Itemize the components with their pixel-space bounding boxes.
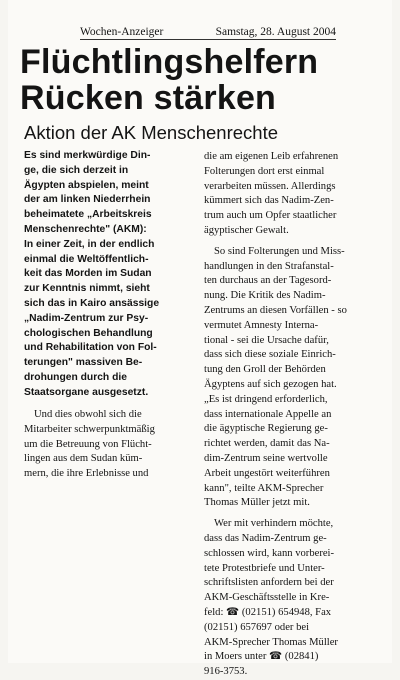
body-line: (02151) 657697 oder bei xyxy=(204,621,310,633)
body-line: mern, die ihre Erlebnisse und xyxy=(24,468,149,480)
publication-date: Samstag, 28. August 2004 xyxy=(215,26,336,38)
body-line: in Moers unter ☎ (02841) xyxy=(204,651,319,663)
body-line: schriftslisten anfordern bei der xyxy=(204,577,334,589)
lead-line: der am linken Niederrhein xyxy=(24,194,151,206)
body-line: „Es ist dringend erforderlich, xyxy=(204,393,328,405)
newspaper-name: Wochen-Anzeiger xyxy=(80,26,164,38)
body-column-right xyxy=(204,150,380,680)
body-line: feld: ☎ (02151) 654948, Fax xyxy=(204,606,332,618)
body-line: richtet werden, damit das Na- xyxy=(204,438,330,450)
body-line: Folterungen dort erst einmal xyxy=(204,165,325,177)
lead-line: sich das in Kairo ansässige xyxy=(24,297,160,309)
subheadline: Aktion der AK Menschenrechte xyxy=(24,122,279,143)
body-line: Mitarbeiter schwerpunktmäßig xyxy=(24,423,155,435)
lead-line: keit das Morden im Sudan xyxy=(24,268,152,280)
lead-line: Ägypten abspielen, meint xyxy=(24,179,149,191)
body-line: kann", teilte AKM-Sprecher xyxy=(204,482,324,494)
body-line: Wer mit verhindern möchte, xyxy=(214,518,334,530)
lead-line: terungen" massiven Be- xyxy=(24,357,143,369)
body-line: handlungen in den Strafanstal- xyxy=(204,260,334,272)
lead-line: Staatsorgane ausgesetzt. xyxy=(24,386,149,398)
body-line: So sind Folterungen und Miss- xyxy=(214,245,345,257)
lead-line: beheimatete „Arbeitskreis xyxy=(24,209,152,221)
body-line: dim-Zentrum seine wertvolle xyxy=(204,452,328,464)
lead-line: zur Kenntnis nimmt, sieht xyxy=(24,283,150,295)
lead-line: Es sind merkwürdige Din- xyxy=(24,150,151,161)
headline-line-2: Rücken stärken xyxy=(20,79,277,117)
body-line: schlossen wird, kann vorberei- xyxy=(204,547,335,559)
headline xyxy=(20,44,380,116)
body-paragraph-left xyxy=(24,408,198,482)
body-line: ten durchaus an der Tagesord- xyxy=(204,275,332,287)
body-line: tung den Groll der Behörden xyxy=(204,364,326,376)
lead-line: ge, die sich derzeit in xyxy=(24,164,129,176)
body-line: trum auch um Opfer staatlicher xyxy=(204,210,337,222)
body-line: die am eigenen Leib erfahrenen xyxy=(204,151,339,162)
body-line: verarbeiten müssen. Allerdings xyxy=(204,180,336,192)
body-line: nung. Die Kritik des Nadim- xyxy=(204,290,326,302)
body-line: um die Betreuung von Flücht- xyxy=(24,438,152,450)
body-line: lingen aus dem Sudan küm- xyxy=(24,453,143,465)
lead-line: Menschenrechte" (AKM): xyxy=(24,223,147,235)
body-line: Zentrums an diesen Vorfällen - so xyxy=(204,304,347,316)
body-line: dass sich diese soziale Einrich- xyxy=(204,349,336,361)
lead-line: „Nadim-Zentrum zur Psy- xyxy=(24,312,149,324)
dateline xyxy=(80,26,336,40)
body-line: kümmert sich das Nadim-Zen- xyxy=(204,195,334,207)
body-line: Ägyptens auf sich gezogen hat. xyxy=(204,378,337,390)
body-line: tional - sei die Ursache dafür, xyxy=(204,334,329,346)
body-line: AKM-Sprecher Thomas Müller xyxy=(204,636,338,648)
body-line: 916-3753. xyxy=(204,666,248,678)
lead-line: chologischen Behandlung xyxy=(24,327,153,339)
lead-line: einmal die Weltöffentlich- xyxy=(24,253,149,265)
lead-line: In einer Zeit, in der endlich xyxy=(24,238,155,250)
lead-line: drohungen durch die xyxy=(24,371,127,383)
body-line: dass internationale Appelle an xyxy=(204,408,332,420)
body-line: AKM-Geschäftsstelle in Kre- xyxy=(204,592,330,604)
body-line: vermutet Amnesty Interna- xyxy=(204,319,319,331)
body-line: Thomas Müller jetzt mit. xyxy=(204,497,310,509)
headline-line-1: Flüchtlingshelfern xyxy=(20,43,319,81)
body-line: dass das Nadim-Zentrum ge- xyxy=(204,532,327,544)
body-line: ägyptischer Gewalt. xyxy=(204,224,289,236)
lead-paragraph xyxy=(24,149,202,401)
body-line: die ägyptische Regierung ge- xyxy=(204,423,328,435)
lead-line: und Rehabilitation von Fol- xyxy=(24,342,157,354)
body-line: Arbeit ungestört weiterführen xyxy=(204,467,330,479)
body-line: tete Protestbriefe und Unter- xyxy=(204,562,325,574)
body-line: Und dies obwohl sich die xyxy=(34,409,142,420)
